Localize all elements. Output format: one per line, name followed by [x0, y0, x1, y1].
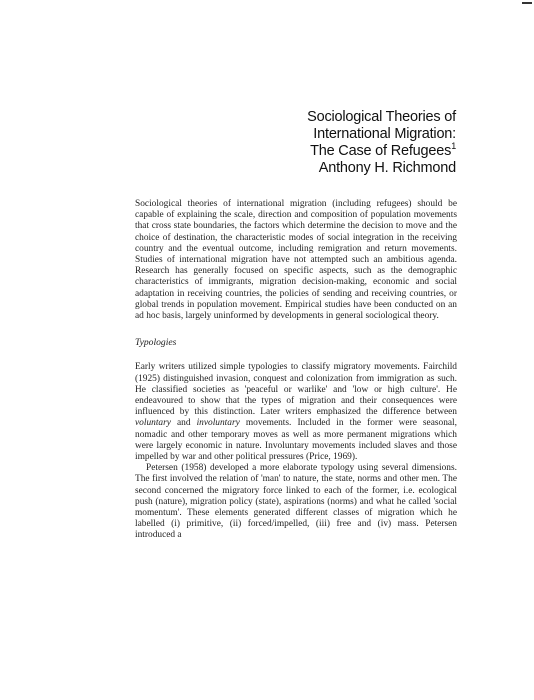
conjunction-and: and — [170, 418, 197, 429]
typologies-paragraph-2: Petersen (1958) developed a more elaborate typology using several dimensions. The first involved the relation of 'man' to nature, the state, norms and other men. The second concerned the migratory force linked to each of the former, i.e. ecological push (nature), migration policy (state), aspirations (norms) and what he called 'social momentum'. These elements generated different classes of migration which he labelled (i) primitive, (ii) forced/impelled, (iii) free and (iv) mass. Petersen introduced a — [135, 463, 457, 541]
typologies-paragraph-1-part-1: Early writers utilized simple typologies to classify migratory movements. Fairchild (1925) distinguished invasion, conquest and colonization from immigration as such. He classified societies as 'peaceful or warlike' and 'low or high culture'. He endeavoured to show that the types of migration and their consequences were influenced by this distinction. Later writers emphasized the difference between — [135, 362, 457, 418]
chapter-title-line-2: International Migration: — [313, 126, 456, 142]
chapter-title-line-1: Sociological Theories of — [307, 109, 456, 125]
chapter-title-line-3-text: The Case of Refugees — [310, 143, 452, 159]
term-voluntary: voluntary — [135, 418, 171, 429]
typologies-paragraph-1 — [135, 362, 457, 463]
chapter-author: Anthony H. Richmond — [318, 160, 456, 176]
intro-paragraph: Sociological theories of international migration (including refugees) should be capable of explaining the scale, direction and composition of population movements that cross state boundaries, the factors which determine the decision to move and the choice of destination, the characteristic modes of social integration in the receiving country and the eventual outcome, including remigration and return movements. Studies of international migration have not attempted such an ambitious agenda. Research has generally focused on specific aspects, such as the demographic characteristics of immigrants, migration decision-making, economic and social adaptation in receiving countries, the policies of sending and receiving countries, or global trends in population movement. Empirical studies have been conducted on an ad hoc basis, largely uninformed by developments in general sociological theory. — [135, 199, 457, 322]
footnote-marker: 1 — [451, 141, 456, 152]
section-heading-typologies: Typologies — [135, 337, 177, 349]
chapter-title-line-3 — [136, 143, 456, 160]
scan-corner-mark — [522, 2, 532, 4]
body-text — [135, 199, 457, 542]
typologies-paragraph-1-part-2: movements. Included in the former were seasonal, nomadic and other temporary moves as well as more permanent migrations which were largely economic in nature. Involuntary movements included slaves and those impelled by war and other political pressures (Price, 1969). — [135, 418, 457, 463]
term-involuntary: involuntary — [196, 418, 240, 429]
chapter-title-block — [136, 109, 456, 177]
